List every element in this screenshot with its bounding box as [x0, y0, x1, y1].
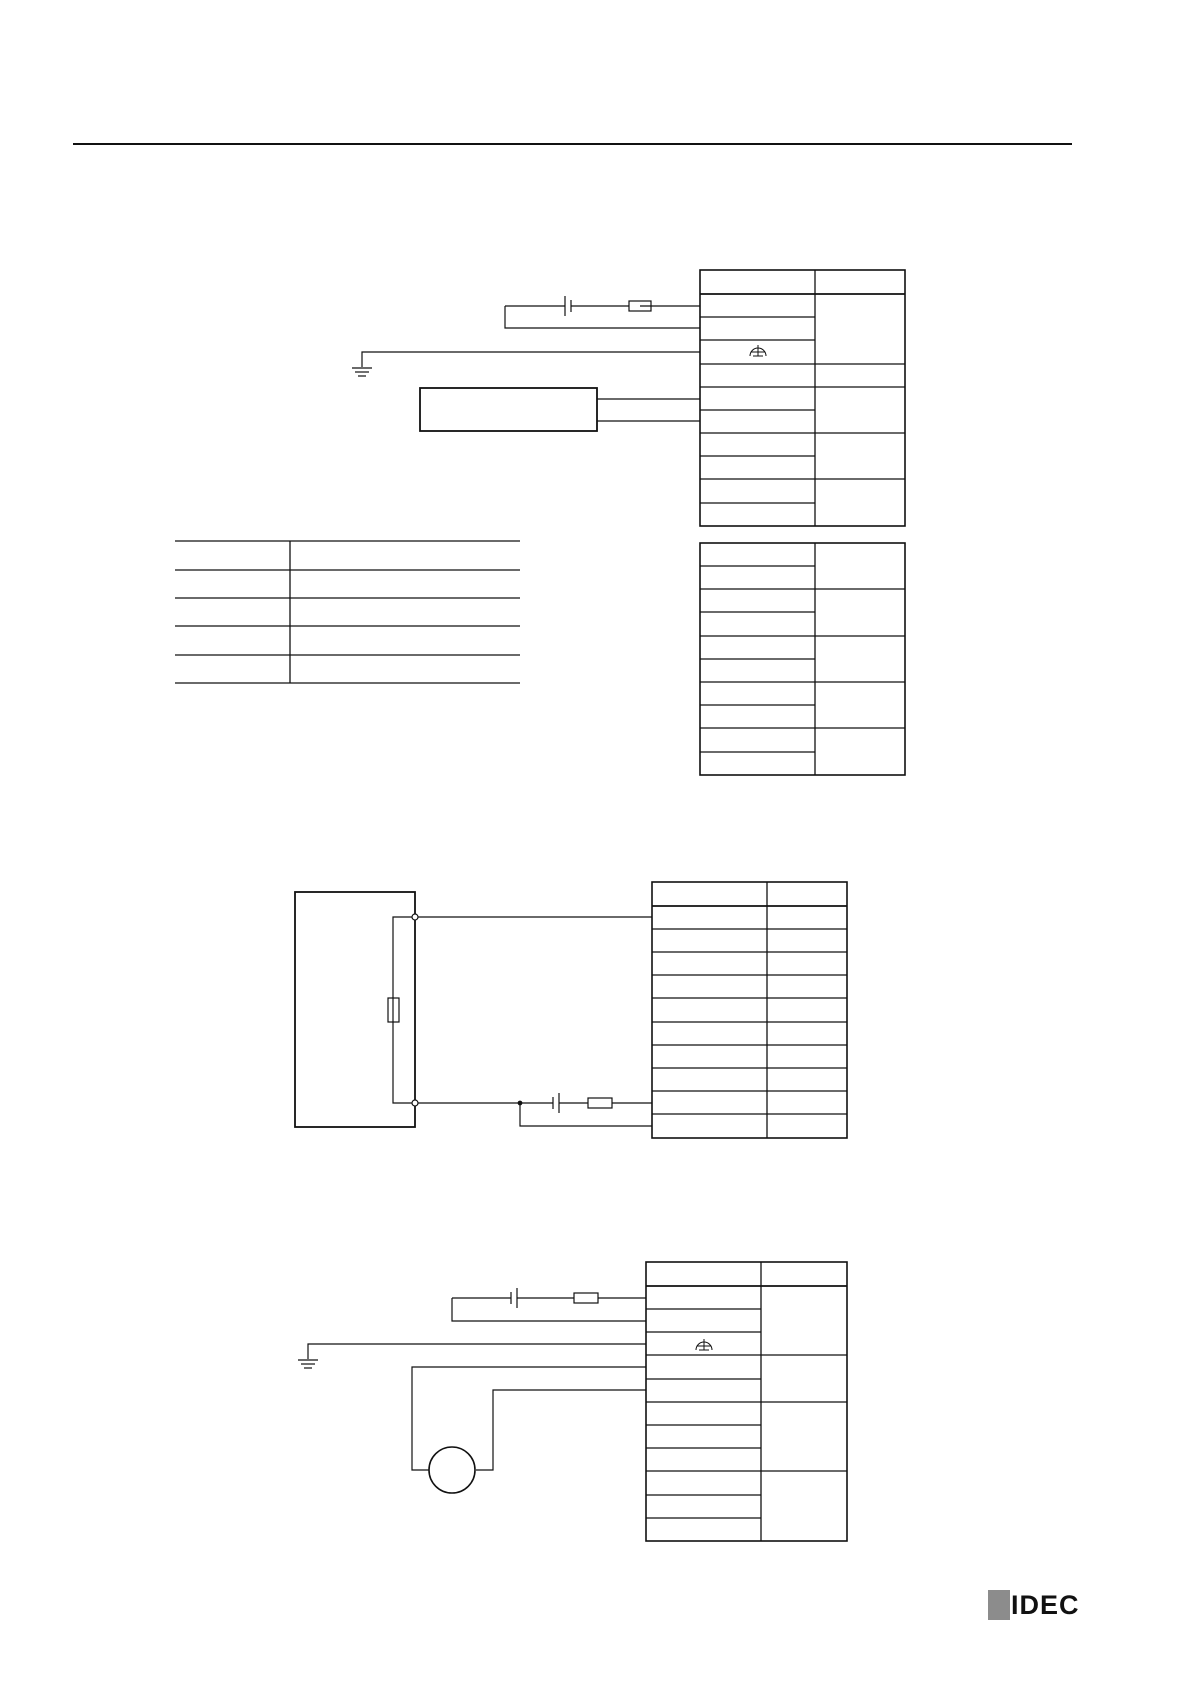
wiring-diagram-1 [352, 270, 905, 775]
terminal-table-2 [652, 882, 847, 1138]
terminal-node-icon [412, 914, 418, 920]
ground-wiring-1 [352, 352, 700, 376]
fuse-icon [574, 1293, 598, 1303]
ground-wiring-3 [298, 1344, 646, 1368]
frame-ground-icon [696, 1339, 712, 1350]
power-supply-wiring-1 [505, 296, 700, 328]
fuse-icon [588, 1098, 612, 1108]
terminal-table-1b [700, 543, 905, 775]
sensor-circle [429, 1447, 475, 1493]
device-box [420, 388, 597, 431]
terminal-table-3 [646, 1262, 847, 1541]
legend-table [175, 541, 520, 683]
idec-logo [988, 1590, 1080, 1620]
wiring-diagram-3 [298, 1262, 847, 1541]
power-supply-wiring-3 [452, 1288, 646, 1321]
logo-text: IDEC [1011, 1590, 1080, 1620]
sensor-device-box [295, 892, 415, 1127]
terminal-node-icon [412, 1100, 418, 1106]
frame-ground-icon [750, 345, 766, 356]
terminal-table-1 [700, 270, 905, 526]
logo-mark [988, 1590, 1010, 1620]
wiring-diagram-2 [295, 882, 847, 1138]
